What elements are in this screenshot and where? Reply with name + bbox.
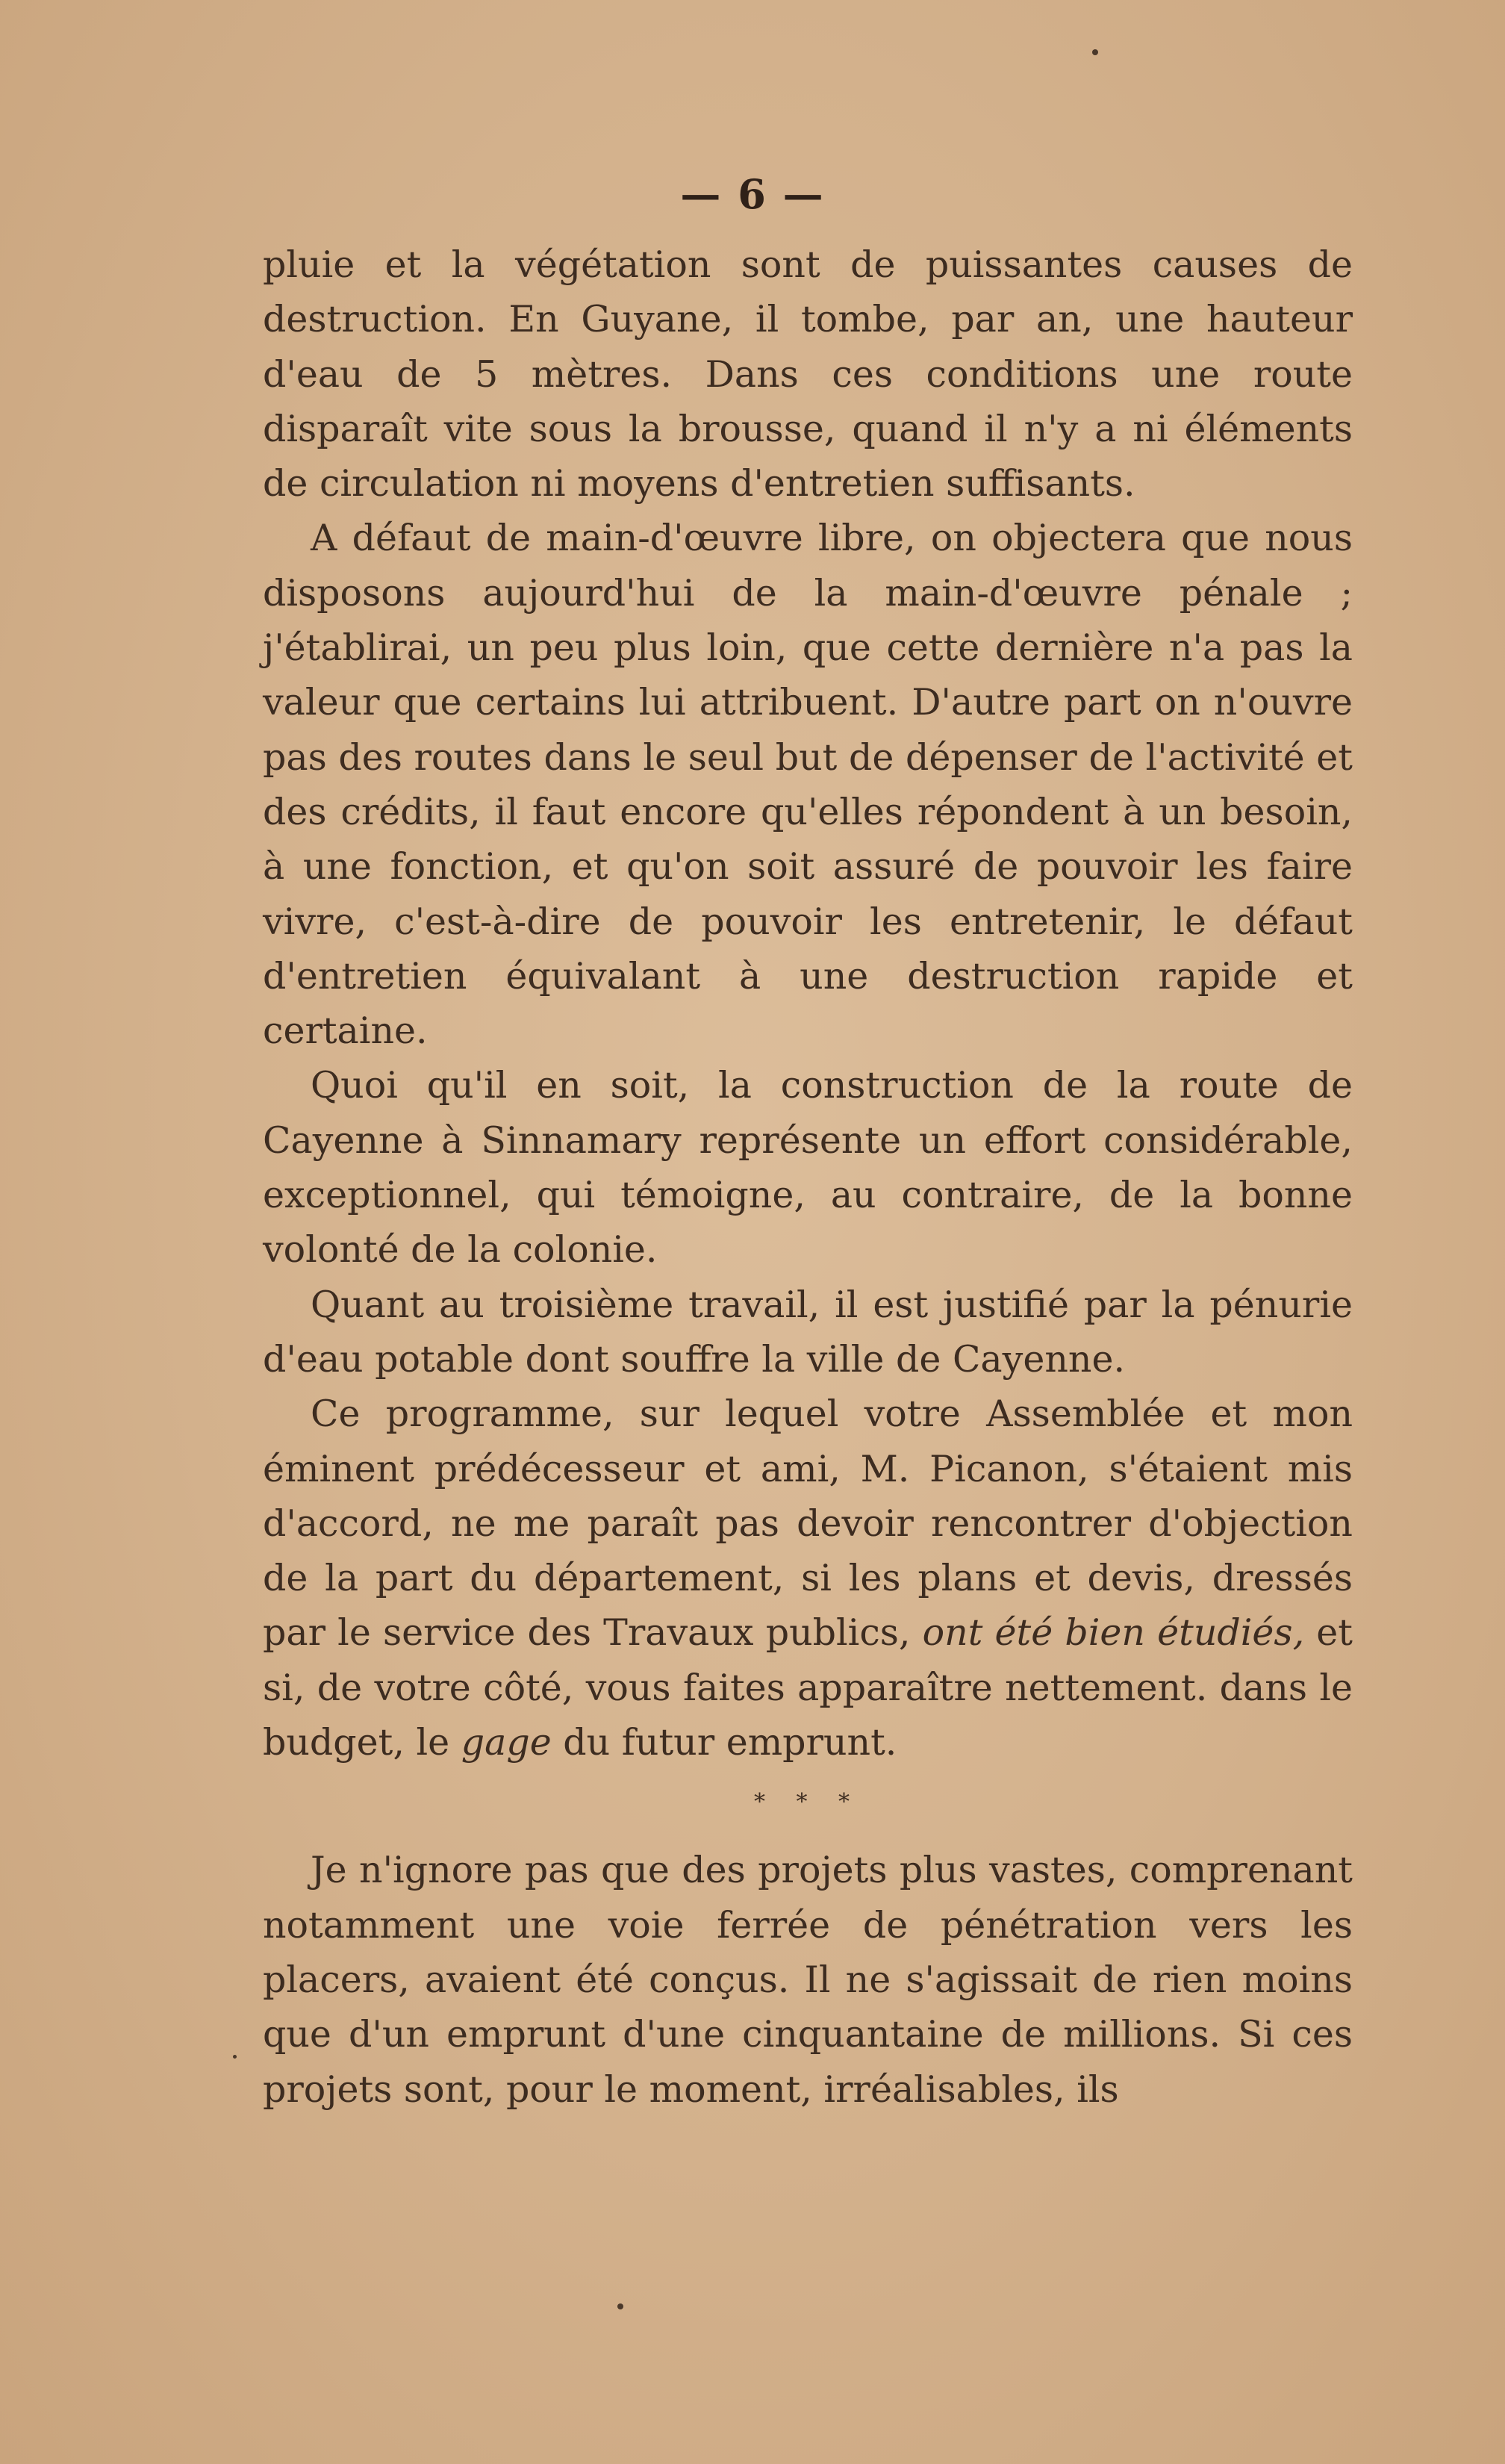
paragraph-1: pluie et la végétation sont de puissantes causes de destruction. En Guyane, il tombe, par an, une hauteur d'eau de 5 mètres. Dans ces conditions une route disparaît vite sous la brousse, quand il n'y a ni éléments de circulation ni moyens d'entretien suffisants.	[263, 243, 1353, 505]
paragraph-5-text-2: et si, de votre côté, vous faites apparaître nettement. dans le budget, le	[263, 1611, 1353, 1764]
paper-speck	[1092, 49, 1098, 55]
paragraph-6: Je n'ignore pas que des projets plus vastes, comprenant notamment une voie ferrée de pénétration vers les placers, avaient été conçus. Il ne s'agissait de rien moins que d'un emprunt d'une cinquantaine de millions. Si ces projets sont, pour le moment, irréalisables, ils	[263, 1849, 1353, 2111]
page-number: — 6 —	[680, 170, 825, 218]
paragraph-5-text-3: du futur emprunt.	[563, 1721, 897, 1764]
paragraph-5-emphasis-2: gage	[461, 1721, 552, 1764]
paragraph-5-text-1: Ce programme, sur lequel votre Assemblée et mon éminent prédécesseur et ami, M. Picanon, s'étaient mis d'accord, ne me paraît pas devoir rencontrer d'objection de la part du département, si les plans et devis, dressés par le service des Travaux publics,	[263, 1393, 1353, 1655]
paragraph-4: Quant au troisième travail, il est justifié par la pénurie d'eau potable dont souffre la ville de Cayenne.	[263, 1283, 1353, 1381]
paper-speck	[617, 2303, 623, 2309]
body-text	[263, 237, 1353, 2117]
paragraph-3: Quoi qu'il en soit, la construction de la route de Cayenne à Sinnamary représente un effort considérable, exceptionnel, qui témoigne, au contraire, de la bonne volonté de la colonie.	[263, 1064, 1353, 1272]
paragraph-5-emphasis-1: ont été bien étudiés,	[922, 1611, 1305, 1655]
paper-speck	[233, 2055, 237, 2059]
paragraph-2: A défaut de main-d'œuvre libre, on objectera que nous disposons aujourd'hui de la main-d'œuvre pénale ; j'établirai, un peu plus loin, que cette dernière n'a pas la valeur que certains lui attribuent. D'autre part on n'ouvre pas des routes dans le seul but de dépenser de l'activité et des crédits, il faut encore qu'elles répondent à un besoin, à une fonction, et qu'on soit assuré de pouvoir les faire vivre, c'est-à-dire de pouvoir les entretenir, le défaut d'entretien équivalant à une destruction rapide et certaine.	[263, 517, 1353, 1053]
paragraph-5	[263, 1387, 1353, 1770]
section-break-ornament: * * *	[753, 1789, 862, 1816]
